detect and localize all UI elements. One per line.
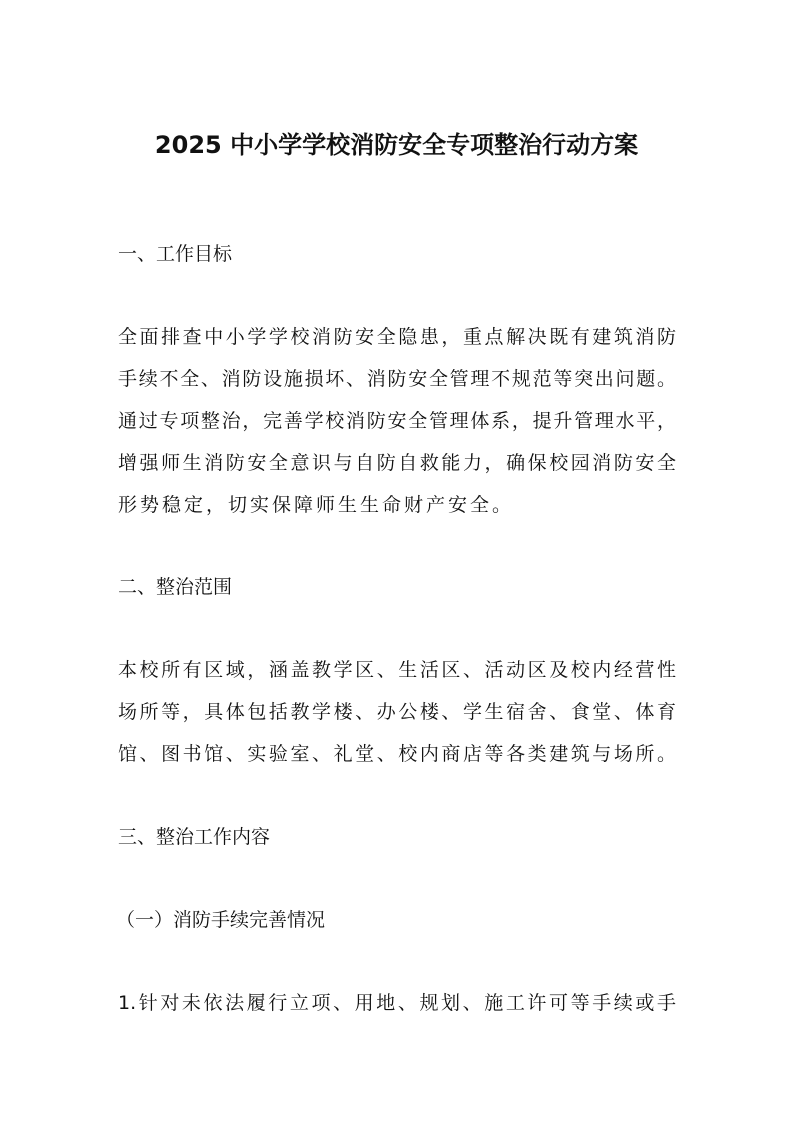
paragraph-line: 本校所有区域，涵盖教学区、生活区、活动区及校内经营性 [118,659,676,681]
section-heading: 三、整治工作内容 [118,826,271,848]
paragraph-line: 手续不全、消防设施损坏、消防安全管理不规范等突出问题。 [118,368,676,390]
paragraph-line: 1.针对未依法履行立项、用地、规划、施工许可等手续或手 [118,992,676,1014]
section-heading: 一、工作目标 [118,243,233,265]
paragraph-line: 增强师生消防安全意识与自防自救能力，确保校园消防安全 [118,452,676,474]
paragraph-line: 全面排查中小学学校消防安全隐患，重点解决既有建筑消防 [118,326,676,348]
section-heading: 二、整治范围 [118,576,233,598]
paragraph-line: 场所等，具体包括教学楼、办公楼、学生宿舍、食堂、体育 [118,701,676,723]
paragraph-line: 形势稳定，切实保障师生生命财产安全。 [118,494,515,516]
paragraph-line: 通过专项整治，完善学校消防安全管理体系，提升管理水平， [118,410,676,432]
paragraph-line: 馆、图书馆、实验室、礼堂、校内商店等各类建筑与场所。 [118,743,676,765]
subsection-heading: （一）消防手续完善情况 [116,909,326,931]
document-title: 2025 中小学学校消防安全专项整治行动方案 [154,131,639,159]
